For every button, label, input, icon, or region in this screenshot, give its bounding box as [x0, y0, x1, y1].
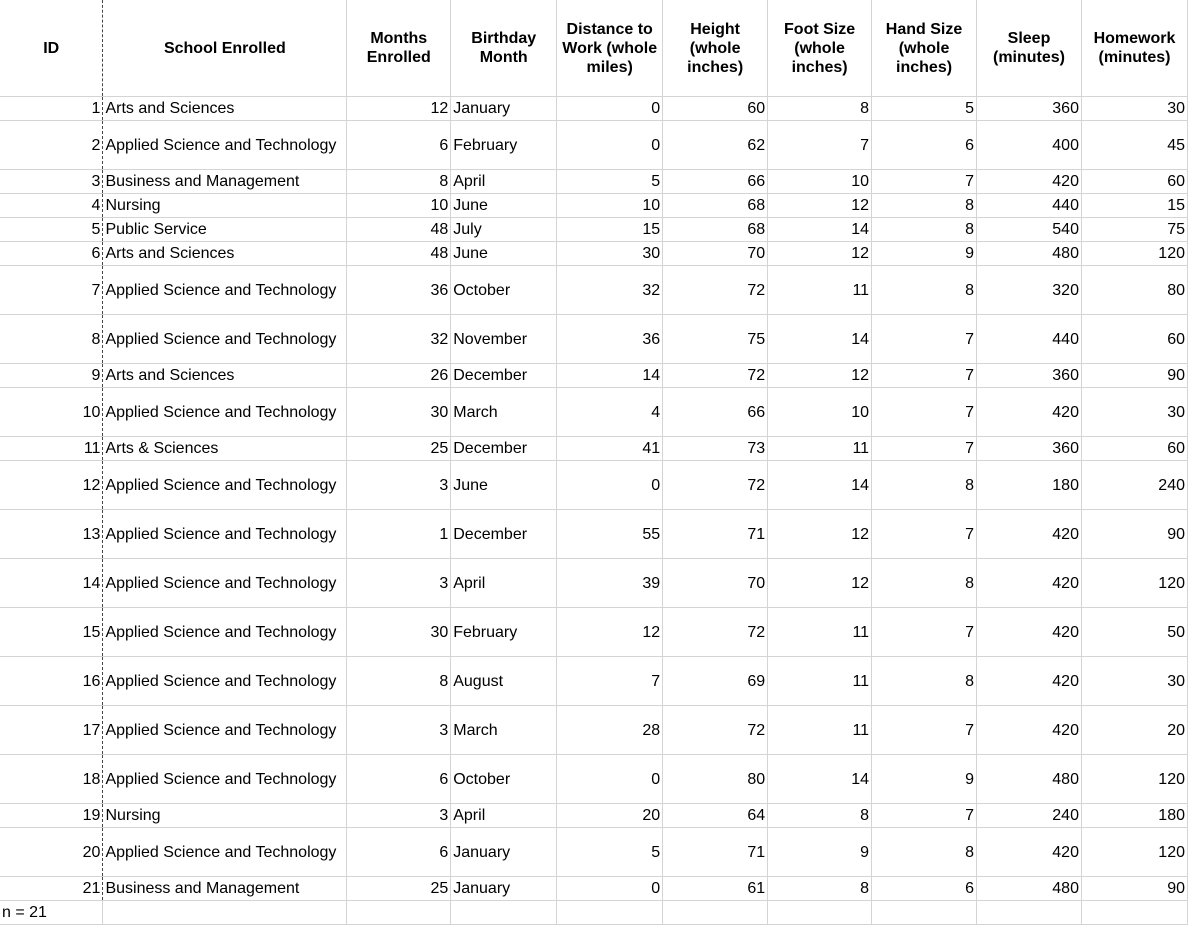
cell-months[interactable]: 6: [347, 121, 451, 170]
cell-birthday[interactable]: January: [451, 828, 557, 877]
cell-sleep[interactable]: 360: [977, 97, 1082, 121]
col-header-homework[interactable]: Homework (minutes): [1081, 0, 1187, 97]
cell-months[interactable]: 25: [347, 877, 451, 901]
cell-school[interactable]: Applied Science and Technology: [103, 706, 347, 755]
cell-distance[interactable]: 32: [557, 266, 663, 315]
footer-cell[interactable]: [103, 901, 347, 925]
table-row: [0, 828, 1188, 877]
cell-height[interactable]: 69: [663, 657, 768, 706]
cell-homework[interactable]: 90: [1081, 877, 1187, 901]
table-row: [0, 97, 1188, 121]
cell-months[interactable]: 36: [347, 266, 451, 315]
cell-birthday[interactable]: August: [451, 657, 557, 706]
cell-school[interactable]: Arts and Sciences: [103, 97, 347, 121]
footer-cell[interactable]: [663, 901, 768, 925]
cell-birthday[interactable]: January: [451, 97, 557, 121]
cell-height[interactable]: 68: [663, 194, 768, 218]
cell-height[interactable]: 71: [663, 828, 768, 877]
cell-id[interactable]: 19: [0, 804, 103, 828]
col-header-school[interactable]: School Enrolled: [103, 0, 347, 97]
cell-foot[interactable]: 10: [768, 388, 872, 437]
cell-homework[interactable]: 90: [1081, 364, 1187, 388]
cell-hand[interactable]: 7: [872, 706, 977, 755]
cell-birthday[interactable]: June: [451, 194, 557, 218]
table-row: [0, 877, 1188, 901]
cell-foot[interactable]: 14: [768, 755, 872, 804]
cell-homework[interactable]: 90: [1081, 510, 1187, 559]
col-header-distance[interactable]: Distance to Work (whole miles): [557, 0, 663, 97]
table-row: [0, 364, 1188, 388]
cell-hand[interactable]: 7: [872, 510, 977, 559]
cell-birthday[interactable]: February: [451, 608, 557, 657]
cell-id[interactable]: 18: [0, 755, 103, 804]
cell-hand[interactable]: 7: [872, 388, 977, 437]
cell-school[interactable]: Applied Science and Technology: [103, 315, 347, 364]
cell-hand[interactable]: 9: [872, 755, 977, 804]
table-row: [0, 242, 1188, 266]
cell-homework[interactable]: 50: [1081, 608, 1187, 657]
cell-foot[interactable]: 14: [768, 218, 872, 242]
cell-height[interactable]: 68: [663, 218, 768, 242]
cell-height[interactable]: 72: [663, 266, 768, 315]
table-row: [0, 437, 1188, 461]
cell-sleep[interactable]: 480: [977, 242, 1082, 266]
cell-distance[interactable]: 0: [557, 97, 663, 121]
cell-homework[interactable]: 60: [1081, 315, 1187, 364]
col-header-height[interactable]: Height (whole inches): [663, 0, 768, 97]
cell-distance[interactable]: 30: [557, 242, 663, 266]
cell-months[interactable]: 30: [347, 388, 451, 437]
cell-hand[interactable]: 7: [872, 170, 977, 194]
cell-id[interactable]: 10: [0, 388, 103, 437]
cell-hand[interactable]: 6: [872, 877, 977, 901]
cell-sleep[interactable]: 440: [977, 315, 1082, 364]
cell-months[interactable]: 12: [347, 97, 451, 121]
cell-hand[interactable]: 7: [872, 437, 977, 461]
cell-birthday[interactable]: June: [451, 242, 557, 266]
footer-cell[interactable]: [557, 901, 663, 925]
cell-hand[interactable]: 8: [872, 266, 977, 315]
cell-foot[interactable]: 11: [768, 608, 872, 657]
cell-foot[interactable]: 8: [768, 97, 872, 121]
cell-homework[interactable]: 30: [1081, 388, 1187, 437]
cell-homework[interactable]: 80: [1081, 266, 1187, 315]
footer-cell[interactable]: [977, 901, 1082, 925]
cell-foot[interactable]: 8: [768, 877, 872, 901]
cell-school[interactable]: Business and Management: [103, 877, 347, 901]
cell-school[interactable]: Applied Science and Technology: [103, 828, 347, 877]
cell-distance[interactable]: 0: [557, 877, 663, 901]
cell-sleep[interactable]: 420: [977, 510, 1082, 559]
cell-height[interactable]: 60: [663, 97, 768, 121]
cell-height[interactable]: 70: [663, 242, 768, 266]
cell-foot[interactable]: 9: [768, 828, 872, 877]
cell-id[interactable]: 1: [0, 97, 103, 121]
cell-school[interactable]: Applied Science and Technology: [103, 388, 347, 437]
col-header-months[interactable]: Months Enrolled: [347, 0, 451, 97]
cell-birthday[interactable]: October: [451, 266, 557, 315]
table-row: [0, 388, 1188, 437]
cell-homework[interactable]: 180: [1081, 804, 1187, 828]
cell-months[interactable]: 3: [347, 461, 451, 510]
cell-homework[interactable]: 240: [1081, 461, 1187, 510]
table-row: [0, 218, 1188, 242]
cell-months[interactable]: 3: [347, 559, 451, 608]
table-body: [0, 97, 1188, 901]
cell-id[interactable]: 7: [0, 266, 103, 315]
cell-distance[interactable]: 36: [557, 315, 663, 364]
cell-sleep[interactable]: 420: [977, 657, 1082, 706]
count-label[interactable]: n = 21: [0, 901, 103, 925]
cell-sleep[interactable]: 400: [977, 121, 1082, 170]
cell-sleep[interactable]: 180: [977, 461, 1082, 510]
cell-foot[interactable]: 8: [768, 804, 872, 828]
cell-sleep[interactable]: 420: [977, 559, 1082, 608]
cell-height[interactable]: 64: [663, 804, 768, 828]
table-row: [0, 170, 1188, 194]
cell-school[interactable]: Nursing: [103, 194, 347, 218]
cell-birthday[interactable]: December: [451, 364, 557, 388]
cell-homework[interactable]: 120: [1081, 242, 1187, 266]
cell-birthday[interactable]: October: [451, 755, 557, 804]
cell-hand[interactable]: 7: [872, 804, 977, 828]
cell-id[interactable]: 13: [0, 510, 103, 559]
cell-height[interactable]: 61: [663, 877, 768, 901]
cell-school[interactable]: Arts and Sciences: [103, 242, 347, 266]
cell-id[interactable]: 11: [0, 437, 103, 461]
cell-foot[interactable]: 14: [768, 461, 872, 510]
cell-birthday[interactable]: April: [451, 170, 557, 194]
cell-homework[interactable]: 60: [1081, 437, 1187, 461]
cell-height[interactable]: 75: [663, 315, 768, 364]
footer-row: [0, 901, 1188, 925]
table-row: [0, 266, 1188, 315]
cell-school[interactable]: Public Service: [103, 218, 347, 242]
table-row: [0, 804, 1188, 828]
cell-height[interactable]: 62: [663, 121, 768, 170]
cell-distance[interactable]: 41: [557, 437, 663, 461]
cell-hand[interactable]: 8: [872, 828, 977, 877]
cell-distance[interactable]: 10: [557, 194, 663, 218]
cell-hand[interactable]: 7: [872, 315, 977, 364]
cell-distance[interactable]: 7: [557, 657, 663, 706]
cell-months[interactable]: 1: [347, 510, 451, 559]
cell-months[interactable]: 6: [347, 755, 451, 804]
cell-height[interactable]: 73: [663, 437, 768, 461]
footer-cell[interactable]: [872, 901, 977, 925]
cell-months[interactable]: 25: [347, 437, 451, 461]
cell-hand[interactable]: 8: [872, 657, 977, 706]
cell-homework[interactable]: 120: [1081, 828, 1187, 877]
cell-distance[interactable]: 0: [557, 755, 663, 804]
cell-months[interactable]: 48: [347, 242, 451, 266]
cell-sleep[interactable]: 480: [977, 877, 1082, 901]
cell-sleep[interactable]: 420: [977, 828, 1082, 877]
cell-months[interactable]: 3: [347, 706, 451, 755]
cell-school[interactable]: Applied Science and Technology: [103, 461, 347, 510]
cell-school[interactable]: Applied Science and Technology: [103, 559, 347, 608]
cell-school[interactable]: Business and Management: [103, 170, 347, 194]
cell-homework[interactable]: 30: [1081, 97, 1187, 121]
table-row: [0, 121, 1188, 170]
cell-id[interactable]: 5: [0, 218, 103, 242]
cell-school[interactable]: Applied Science and Technology: [103, 657, 347, 706]
col-header-birthday[interactable]: Birthday Month: [451, 0, 557, 97]
cell-hand[interactable]: 6: [872, 121, 977, 170]
cell-school[interactable]: Applied Science and Technology: [103, 121, 347, 170]
table-row: [0, 657, 1188, 706]
cell-hand[interactable]: 9: [872, 242, 977, 266]
cell-distance[interactable]: 12: [557, 608, 663, 657]
cell-birthday[interactable]: March: [451, 706, 557, 755]
cell-sleep[interactable]: 480: [977, 755, 1082, 804]
cell-height[interactable]: 66: [663, 388, 768, 437]
cell-school[interactable]: Nursing: [103, 804, 347, 828]
cell-sleep[interactable]: 240: [977, 804, 1082, 828]
cell-foot[interactable]: 12: [768, 364, 872, 388]
cell-sleep[interactable]: 360: [977, 437, 1082, 461]
cell-id[interactable]: 21: [0, 877, 103, 901]
cell-id[interactable]: 9: [0, 364, 103, 388]
table-row: [0, 559, 1188, 608]
cell-months[interactable]: 6: [347, 828, 451, 877]
cell-distance[interactable]: 15: [557, 218, 663, 242]
cell-foot[interactable]: 11: [768, 266, 872, 315]
cell-distance[interactable]: 55: [557, 510, 663, 559]
cell-sleep[interactable]: 440: [977, 194, 1082, 218]
cell-distance[interactable]: 14: [557, 364, 663, 388]
table-row: [0, 510, 1188, 559]
cell-homework[interactable]: 60: [1081, 170, 1187, 194]
cell-distance[interactable]: 0: [557, 461, 663, 510]
cell-hand[interactable]: 8: [872, 194, 977, 218]
cell-height[interactable]: 71: [663, 510, 768, 559]
cell-distance[interactable]: 39: [557, 559, 663, 608]
cell-homework[interactable]: 120: [1081, 755, 1187, 804]
cell-sleep[interactable]: 420: [977, 170, 1082, 194]
table-row: [0, 194, 1188, 218]
table-row: [0, 461, 1188, 510]
cell-sleep[interactable]: 420: [977, 388, 1082, 437]
cell-months[interactable]: 32: [347, 315, 451, 364]
cell-school[interactable]: Arts & Sciences: [103, 437, 347, 461]
cell-id[interactable]: 20: [0, 828, 103, 877]
cell-distance[interactable]: 5: [557, 828, 663, 877]
cell-hand[interactable]: 5: [872, 97, 977, 121]
col-header-foot[interactable]: Foot Size (whole inches): [768, 0, 872, 97]
cell-homework[interactable]: 75: [1081, 218, 1187, 242]
cell-months[interactable]: 3: [347, 804, 451, 828]
cell-height[interactable]: 80: [663, 755, 768, 804]
cell-hand[interactable]: 8: [872, 218, 977, 242]
footer-cell[interactable]: [451, 901, 557, 925]
col-header-sleep[interactable]: Sleep (minutes): [977, 0, 1082, 97]
cell-distance[interactable]: 28: [557, 706, 663, 755]
footer-cell[interactable]: [1081, 901, 1187, 925]
col-header-hand[interactable]: Hand Size (whole inches): [872, 0, 977, 97]
cell-id[interactable]: 16: [0, 657, 103, 706]
cell-birthday[interactable]: April: [451, 804, 557, 828]
cell-id[interactable]: 12: [0, 461, 103, 510]
cell-distance[interactable]: 0: [557, 121, 663, 170]
cell-foot[interactable]: 14: [768, 315, 872, 364]
cell-homework[interactable]: 30: [1081, 657, 1187, 706]
cell-birthday[interactable]: November: [451, 315, 557, 364]
cell-distance[interactable]: 20: [557, 804, 663, 828]
cell-hand[interactable]: 7: [872, 608, 977, 657]
cell-hand[interactable]: 8: [872, 461, 977, 510]
cell-months[interactable]: 8: [347, 657, 451, 706]
cell-sleep[interactable]: 540: [977, 218, 1082, 242]
cell-foot[interactable]: 12: [768, 194, 872, 218]
cell-birthday[interactable]: March: [451, 388, 557, 437]
cell-foot[interactable]: 11: [768, 706, 872, 755]
cell-birthday[interactable]: December: [451, 437, 557, 461]
cell-months[interactable]: 26: [347, 364, 451, 388]
cell-foot[interactable]: 11: [768, 437, 872, 461]
table-row: [0, 315, 1188, 364]
cell-height[interactable]: 70: [663, 559, 768, 608]
cell-birthday[interactable]: July: [451, 218, 557, 242]
table-row: [0, 706, 1188, 755]
cell-id[interactable]: 6: [0, 242, 103, 266]
cell-distance[interactable]: 4: [557, 388, 663, 437]
cell-school[interactable]: Applied Science and Technology: [103, 755, 347, 804]
cell-id[interactable]: 4: [0, 194, 103, 218]
cell-months[interactable]: 8: [347, 170, 451, 194]
cell-birthday[interactable]: April: [451, 559, 557, 608]
cell-homework[interactable]: 45: [1081, 121, 1187, 170]
cell-height[interactable]: 66: [663, 170, 768, 194]
table-row: [0, 608, 1188, 657]
cell-school[interactable]: Applied Science and Technology: [103, 608, 347, 657]
cell-birthday[interactable]: December: [451, 510, 557, 559]
cell-school[interactable]: Applied Science and Technology: [103, 510, 347, 559]
cell-id[interactable]: 15: [0, 608, 103, 657]
cell-months[interactable]: 30: [347, 608, 451, 657]
cell-hand[interactable]: 8: [872, 559, 977, 608]
cell-foot[interactable]: 10: [768, 170, 872, 194]
cell-id[interactable]: 14: [0, 559, 103, 608]
footer-cell[interactable]: [768, 901, 872, 925]
cell-school[interactable]: Arts and Sciences: [103, 364, 347, 388]
cell-id[interactable]: 8: [0, 315, 103, 364]
cell-foot[interactable]: 12: [768, 510, 872, 559]
cell-birthday[interactable]: June: [451, 461, 557, 510]
col-header-id[interactable]: ID: [0, 0, 103, 97]
cell-foot[interactable]: 12: [768, 242, 872, 266]
cell-school[interactable]: Applied Science and Technology: [103, 266, 347, 315]
footer-cell[interactable]: [347, 901, 451, 925]
cell-months[interactable]: 10: [347, 194, 451, 218]
table-header: [0, 0, 1188, 97]
cell-sleep[interactable]: 420: [977, 608, 1082, 657]
cell-id[interactable]: 2: [0, 121, 103, 170]
cell-sleep[interactable]: 360: [977, 364, 1082, 388]
cell-height[interactable]: 72: [663, 461, 768, 510]
cell-height[interactable]: 72: [663, 608, 768, 657]
cell-sleep[interactable]: 420: [977, 706, 1082, 755]
cell-months[interactable]: 48: [347, 218, 451, 242]
cell-id[interactable]: 3: [0, 170, 103, 194]
cell-height[interactable]: 72: [663, 706, 768, 755]
cell-sleep[interactable]: 320: [977, 266, 1082, 315]
cell-foot[interactable]: 7: [768, 121, 872, 170]
cell-homework[interactable]: 15: [1081, 194, 1187, 218]
cell-birthday[interactable]: February: [451, 121, 557, 170]
cell-homework[interactable]: 20: [1081, 706, 1187, 755]
table-row: [0, 755, 1188, 804]
cell-foot[interactable]: 12: [768, 559, 872, 608]
cell-height[interactable]: 72: [663, 364, 768, 388]
cell-homework[interactable]: 120: [1081, 559, 1187, 608]
cell-birthday[interactable]: January: [451, 877, 557, 901]
cell-foot[interactable]: 11: [768, 657, 872, 706]
cell-id[interactable]: 17: [0, 706, 103, 755]
cell-distance[interactable]: 5: [557, 170, 663, 194]
cell-hand[interactable]: 7: [872, 364, 977, 388]
